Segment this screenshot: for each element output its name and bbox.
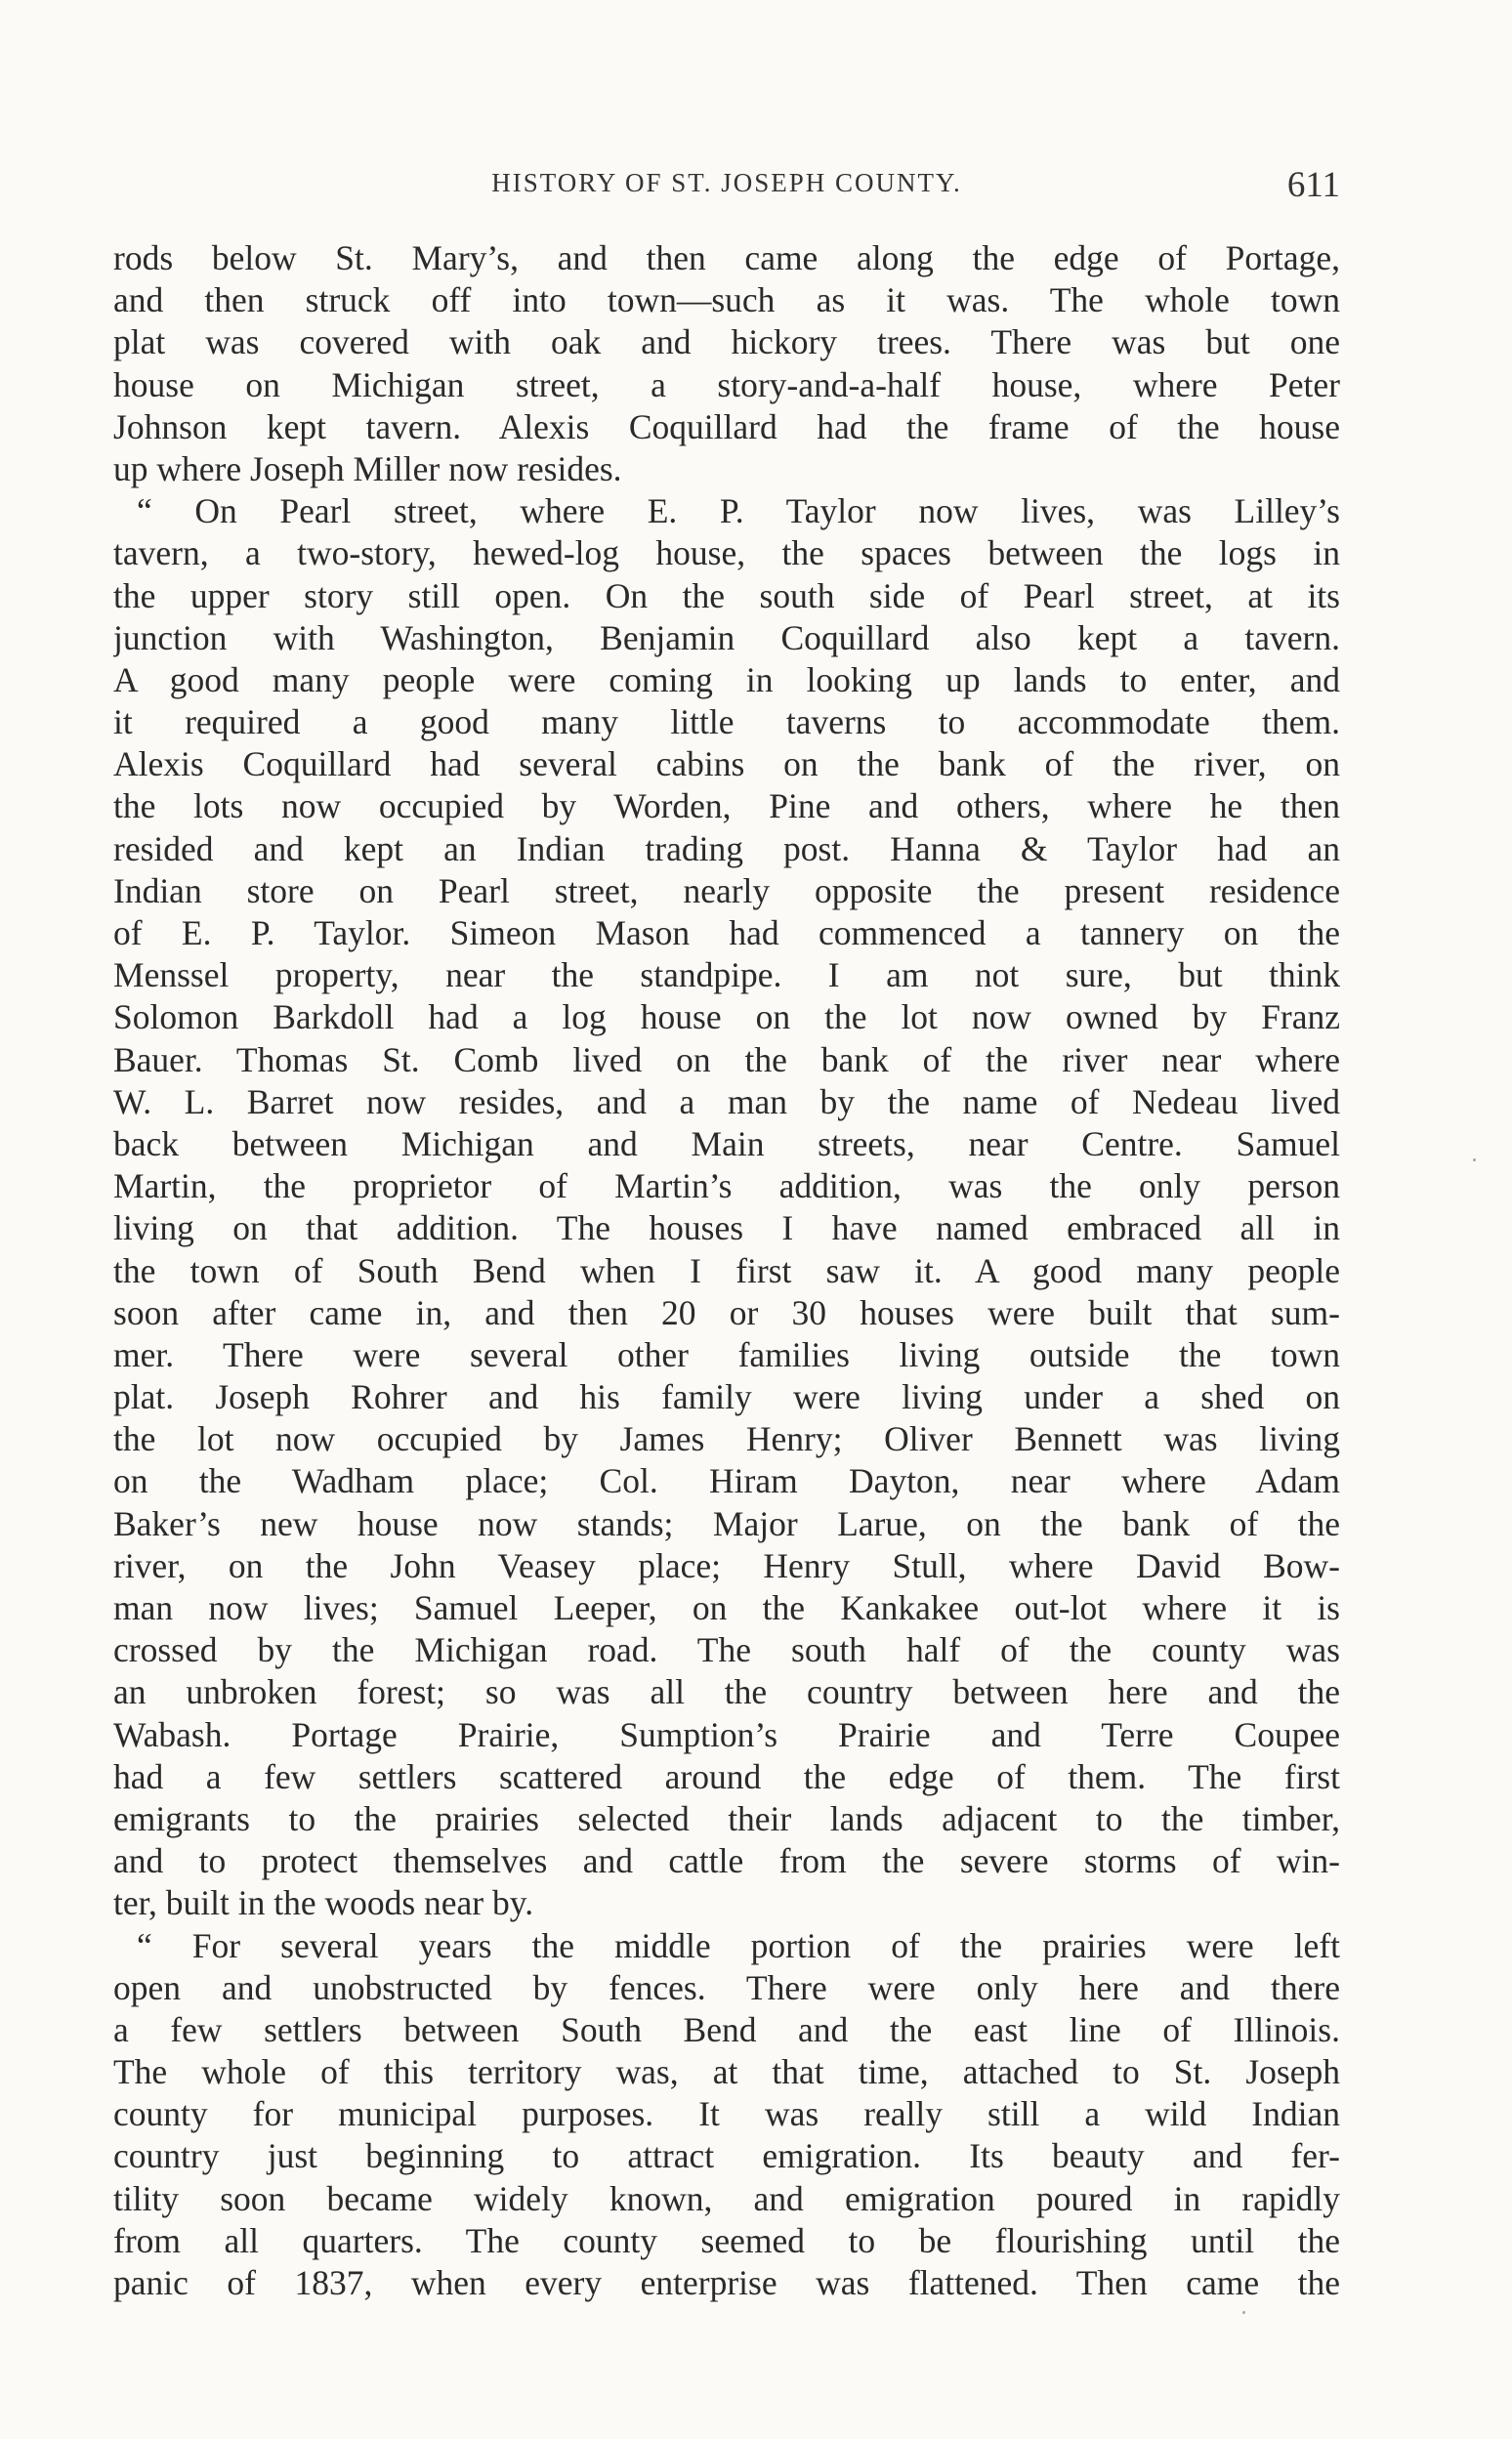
text-line: W. L. Barret now resides, and a man by the name of Nedeau lived (113, 1081, 1340, 1121)
text-line: an unbroken forest; so was all the country between here and the (113, 1672, 1340, 1712)
running-title: HISTORY OF ST. JOSEPH COUNTY. (491, 168, 962, 197)
text-line: house on Michigan street, a story-and-a-half house, where Peter (113, 364, 1340, 404)
text-line: it required a good many little taverns to accommodate them. (113, 702, 1340, 742)
text-line: the lot now occupied by James Henry; Oliver Bennett was living (113, 1419, 1340, 1459)
paper-speck (1242, 2311, 1245, 2314)
text-line: crossed by the Michigan road. The south half of the county was (113, 1630, 1340, 1670)
text-line: mer. There were several other families living outside the town (113, 1334, 1340, 1374)
text-line: from all quarters. The county seemed to be flourishing until the (113, 2220, 1340, 2260)
text-line: the lots now occupied by Worden, Pine and others, where he then (113, 786, 1340, 826)
text-line: The whole of this territory was, at that time, attached to St. Joseph (113, 2052, 1340, 2092)
text-line: ter, built in the woods near by. (113, 1883, 534, 1923)
text-line: plat was covered with oak and hickory trees. There was but one (113, 322, 1340, 362)
text-line: resided and kept an Indian trading post. Hanna & Taylor had an (113, 828, 1340, 868)
text-line: of E. P. Taylor. Simeon Mason had commenced a tannery on the (113, 913, 1340, 952)
text-line: river, on the John Veasey place; Henry Stull, where David Bow- (113, 1545, 1340, 1585)
text-line: on the Wadham place; Col. Hiram Dayton, near where Adam (113, 1461, 1340, 1501)
text-line: Bauer. Thomas St. Comb lived on the bank of the river near where (113, 1039, 1340, 1079)
text-line: soon after came in, and then 20 or 30 houses were built that sum- (113, 1292, 1340, 1332)
text-line: Johnson kept tavern. Alexis Coquillard had the frame of the house (113, 406, 1340, 446)
text-line: the upper story still open. On the south side of Pearl street, at its (113, 575, 1340, 615)
text-line: open and unobstructed by fences. There were only here and there (113, 1967, 1340, 2007)
running-head (113, 164, 1340, 207)
text-line: Solomon Barkdoll had a log house on the lot now owned by Franz (113, 997, 1340, 1037)
text-line: the town of South Bend when I first saw it. A good many people (113, 1250, 1340, 1290)
text-line: junction with Washington, Benjamin Coquillard also kept a tavern. (113, 617, 1340, 657)
text-line: “ On Pearl street, where E. P. Taylor now lives, was Lilley’s (137, 491, 1340, 531)
text-line: man now lives; Samuel Leeper, on the Kankakee out-lot where it is (113, 1588, 1340, 1627)
text-line: emigrants to the prairies selected their lands adjacent to the timber, (113, 1798, 1340, 1838)
text-line: up where Joseph Miller now resides. (113, 448, 622, 488)
text-line: Alexis Coquillard had several cabins on the bank of the river, on (113, 744, 1340, 784)
text-line: plat. Joseph Rohrer and his family were living under a shed on (113, 1377, 1340, 1417)
text-line: rods below St. Mary’s, and then came along the edge of Portage, (113, 238, 1340, 277)
text-line: tavern, a two-story, hewed-log house, the spaces between the logs in (113, 533, 1340, 573)
text-line: county for municipal purposes. It was really still a wild Indian (113, 2094, 1340, 2134)
text-line: A good many people were coming in looking up lands to enter, and (113, 659, 1340, 699)
text-line: Baker’s new house now stands; Major Larue, on the bank of the (113, 1503, 1340, 1543)
text-line: Martin, the proprietor of Martin’s addition, was the only person (113, 1166, 1340, 1206)
paper-speck (1473, 1158, 1476, 1161)
text-line: panic of 1837, when every enterprise was flattened. Then came the (113, 2263, 1340, 2302)
text-line: and to protect themselves and cattle from the severe storms of win- (113, 1841, 1340, 1881)
text-line: “ For several years the middle portion of the prairies were left (137, 1925, 1340, 1965)
text-line: living on that addition. The houses I have named embraced all in (113, 1208, 1340, 1248)
text-line: country just beginning to attract emigration. Its beauty and fer- (113, 2136, 1340, 2176)
text-line: back between Michigan and Main streets, near Centre. Samuel (113, 1123, 1340, 1163)
text-line: Wabash. Portage Prairie, Sumption’s Prairie and Terre Coupee (113, 1714, 1340, 1754)
text-line: tility soon became widely known, and emigration poured in rapidly (113, 2178, 1340, 2218)
text-line: Menssel property, near the standpipe. I am not sure, but think (113, 955, 1340, 995)
text-line: and then struck off into town—such as it was. The whole town (113, 280, 1340, 320)
text-line: Indian store on Pearl street, nearly opposite the present residence (113, 870, 1340, 910)
page-number: 611 (1286, 165, 1340, 205)
text-line: had a few settlers scattered around the edge of them. The first (113, 1756, 1340, 1796)
text-line: a few settlers between South Bend and the east line of Illinois. (113, 2009, 1340, 2049)
body-text (113, 237, 1340, 2304)
